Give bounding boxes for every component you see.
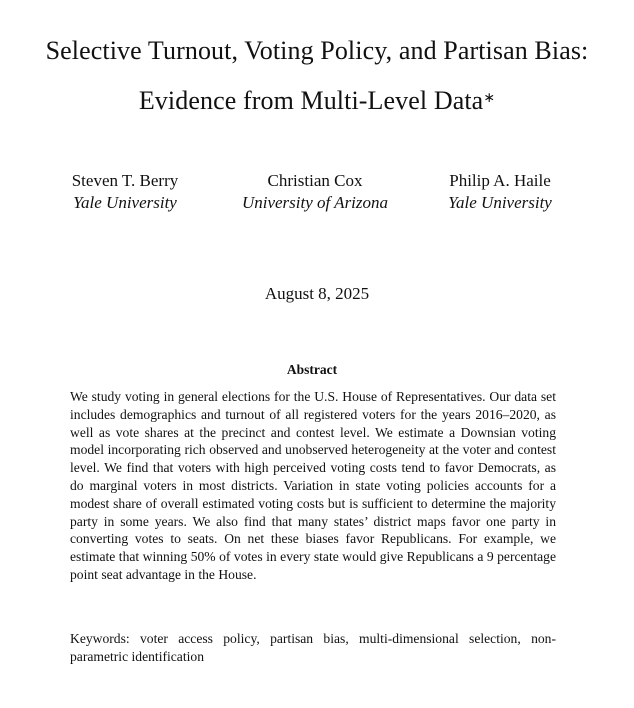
author-name: Philip A. Haile xyxy=(449,171,551,190)
author-block-2 xyxy=(220,170,410,214)
title-text-2: Evidence from Multi-Level Data xyxy=(138,86,484,115)
author-block-3 xyxy=(425,170,575,214)
paper-date: August 8, 2025 xyxy=(264,284,370,303)
author-name: Steven T. Berry xyxy=(71,171,179,190)
author-affiliation: Yale University xyxy=(448,193,552,212)
author-name: Christian Cox xyxy=(267,171,363,190)
title-footnote-mark: ∗ xyxy=(483,91,496,106)
paper-title-line-2 xyxy=(0,86,634,116)
abstract-heading: Abstract xyxy=(286,362,338,377)
keywords-text: Keywords: voter access policy, partisan bias, multi-dimensional selection, non-parametric identification xyxy=(70,631,556,664)
paper-title-line-1 xyxy=(0,36,634,66)
author-affiliation: University of Arizona xyxy=(241,193,389,212)
author-block-1 xyxy=(50,170,200,214)
author-affiliation: Yale University xyxy=(73,193,177,212)
abstract-text: We study voting in general elections for the U.S. House of Representatives. Our data set includes demographics and turnout of all registered voters for the years 2016–2020, as well as vote shares at the precinct and contest level. We estimate a Downsian voting model incorporating rich observed and unobserved heterogeneity at the voter and contest level. We find that voters with high perceived voting costs tend to favor Democrats, as do marginal voters in most districts. Variation in state voting policies accounts for a modest share of overall estimated voting costs but is sufficient to determine the majority party in some years. We also find that many states’ district maps favor one party in converting votes to seats. On net these biases favor Republicans. For example, we estimate that winning 50% of votes in every state would give Republicans a 9 percentage point seat advantage in the House. xyxy=(70,389,556,582)
title-text-1: Selective Turnout, Voting Policy, and Partisan Bias: xyxy=(45,36,589,65)
